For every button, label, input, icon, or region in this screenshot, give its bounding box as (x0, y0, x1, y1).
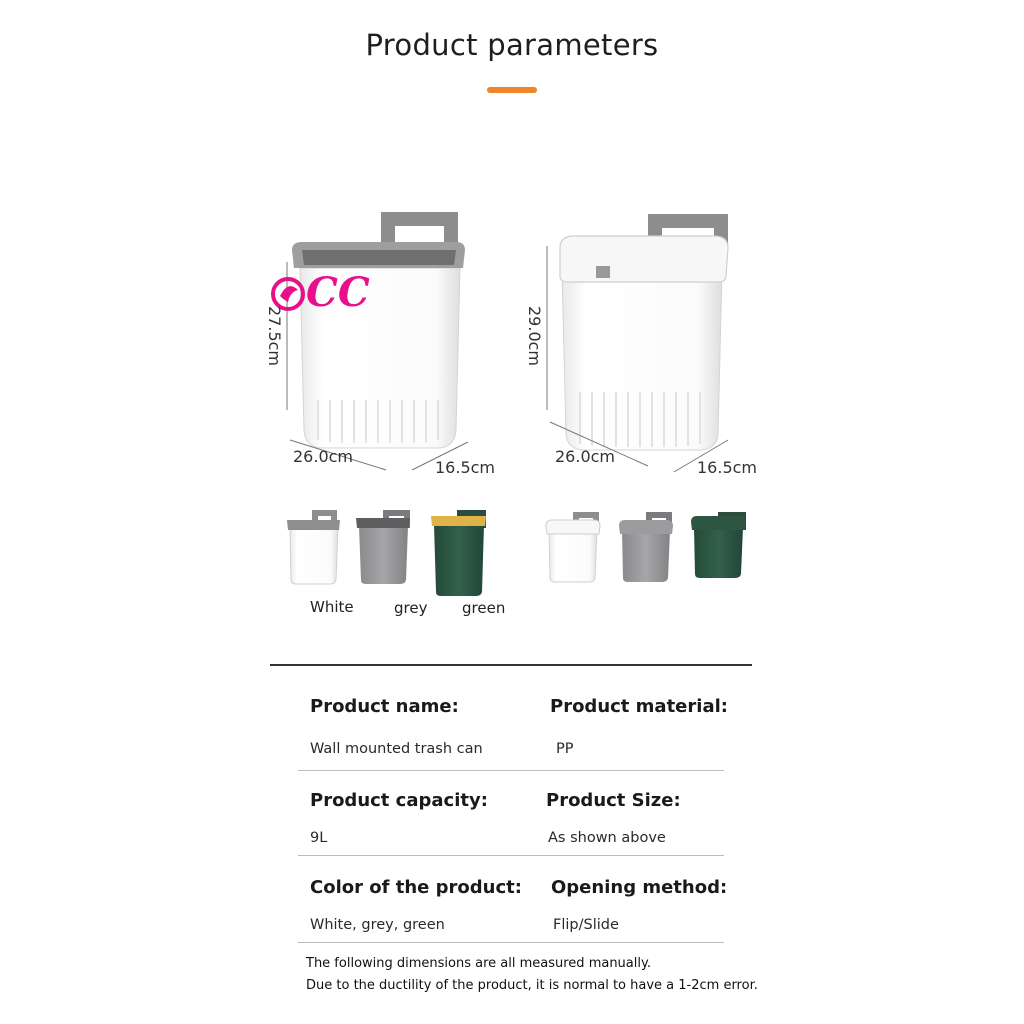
product-color-value: White, grey, green (310, 917, 445, 933)
lidded-bin-depth-label: 16.5cm (697, 458, 758, 477)
opening-method-value: Flip/Slide (553, 917, 619, 933)
open-bin-height-label: 27.5cm (265, 306, 284, 367)
product-name-label: Product name: (310, 696, 459, 717)
lidded-bin-width-label: 26.0cm (555, 447, 616, 466)
open-bin-depth-label: 16.5cm (435, 458, 496, 477)
open-bin-grey-small (356, 510, 410, 584)
product-capacity-label: Product capacity: (310, 790, 488, 811)
note-line-2: Due to the ductility of the product, it is normal to have a 1-2cm error. (306, 978, 758, 993)
page-title: Product parameters (365, 28, 659, 62)
open-bin-width-label: 26.0cm (293, 447, 354, 466)
section-divider (270, 664, 752, 666)
product-color-label: Color of the product: (310, 877, 522, 898)
product-material-label: Product material: (550, 696, 728, 717)
lidded-bin-height-label: 29.0cm (525, 306, 544, 367)
color-label-grey: grey (394, 599, 428, 617)
open-bin-green-small (431, 510, 486, 596)
row-divider (298, 855, 724, 856)
product-name-value: Wall mounted trash can (310, 741, 483, 757)
open-bin-white-small (287, 510, 340, 584)
lidded-bin-large (547, 214, 728, 472)
lidded-bin-grey-small (619, 512, 673, 582)
color-label-green: green (462, 599, 506, 617)
brand-watermark-logo (270, 268, 390, 322)
open-bin-large (287, 212, 468, 470)
watermark-text: CC (306, 269, 370, 316)
lidded-bin-white-small (546, 512, 600, 582)
product-capacity-value: 9L (310, 830, 328, 846)
product-size-value: As shown above (548, 830, 666, 846)
note-line-1: The following dimensions are all measured manually. (306, 956, 651, 971)
product-size-label: Product Size: (546, 790, 681, 811)
row-divider (298, 770, 724, 771)
opening-method-label: Opening method: (551, 877, 728, 898)
product-material-value: PP (556, 741, 574, 757)
lidded-bin-green-small (691, 512, 746, 578)
row-divider (298, 942, 724, 943)
color-label-white: White (310, 598, 354, 616)
